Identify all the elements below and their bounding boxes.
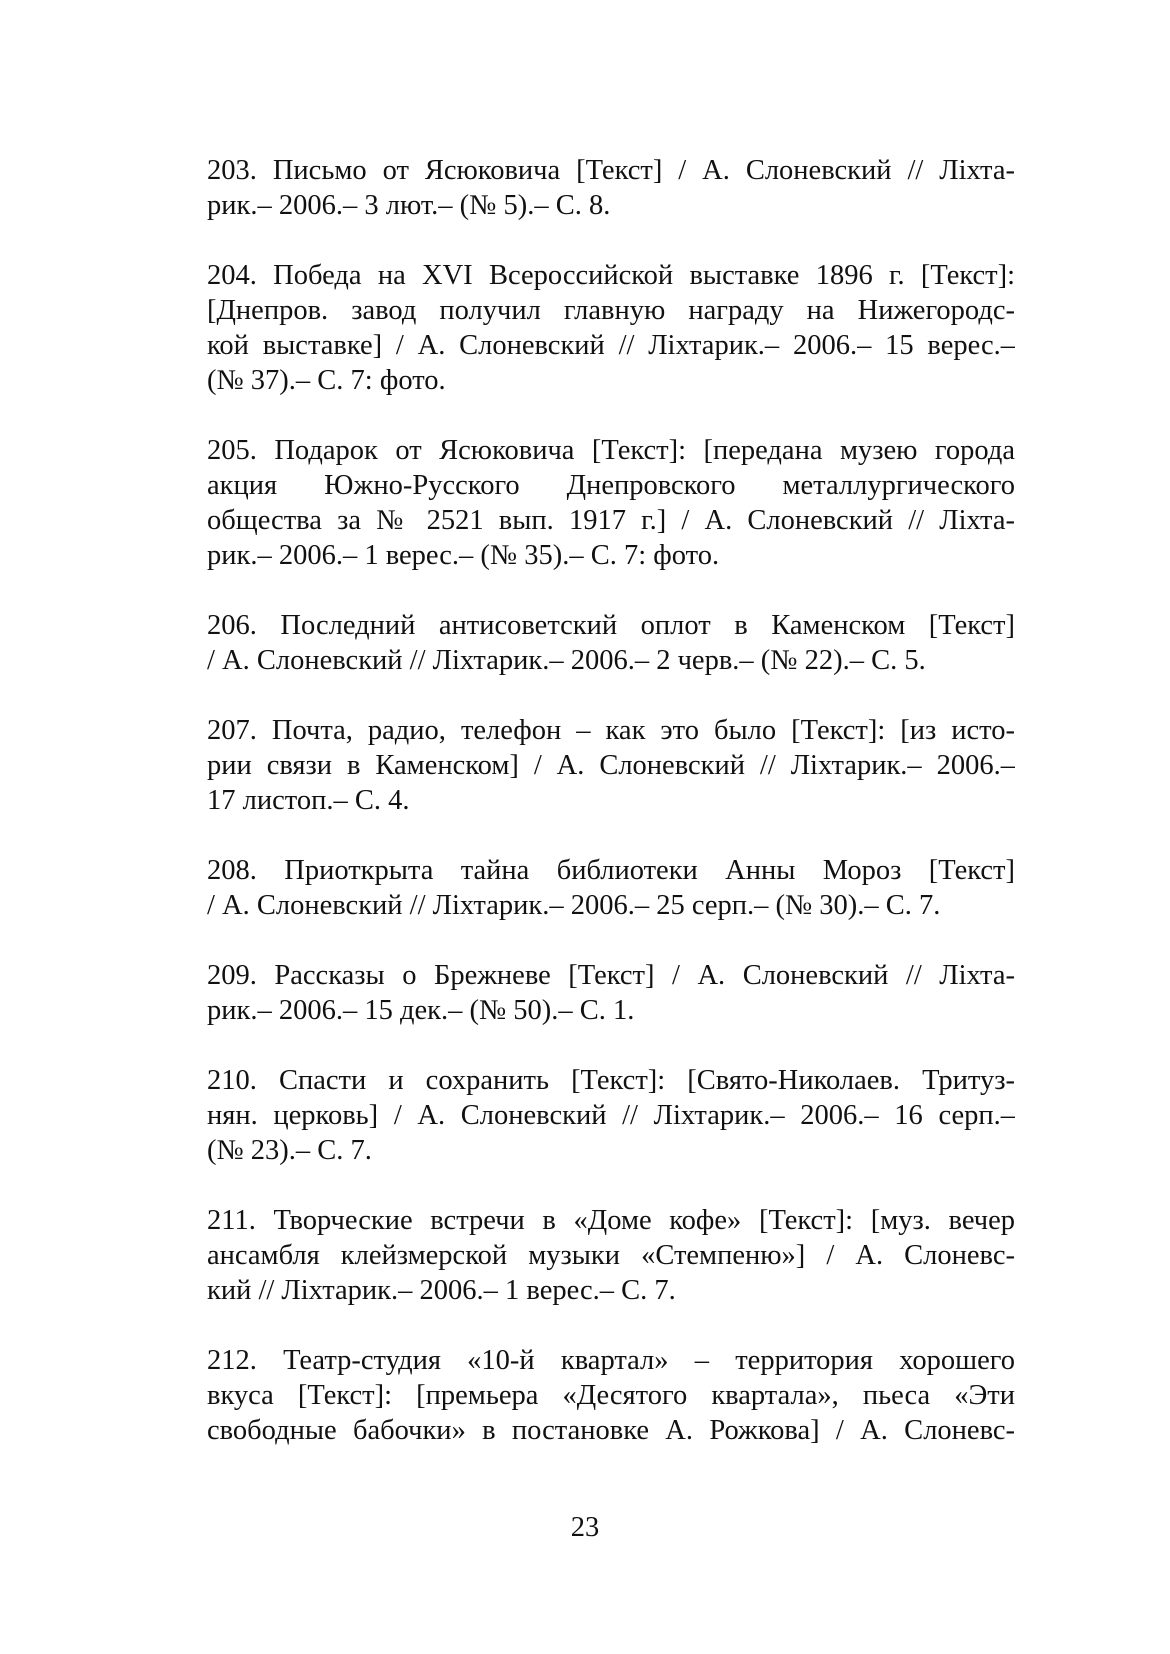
page-number: 23	[570, 1512, 600, 1543]
bibliography-entry	[207, 713, 1015, 818]
entry-line: 17 листоп.– С. 4.	[207, 785, 410, 816]
bibliography-entry	[207, 1343, 1015, 1448]
entry-line: общества за № 2521 вып. 1917 г.] / А. Слоневский // Ліхта-	[207, 505, 1015, 536]
entry-line: свободные бабочки» в постановке А. Рожкова] / А. Слоневс-	[207, 1415, 1015, 1446]
entry-line: (№ 37).– С. 7: фото.	[207, 365, 446, 396]
entry-line: кий // Ліхтарик.– 2006.– 1 верес.– С. 7.	[207, 1275, 676, 1306]
entry-line: / А. Слоневский // Ліхтарик.– 2006.– 2 черв.– (№ 22).– С. 5.	[207, 645, 926, 676]
bibliography-list	[207, 153, 1015, 1483]
bibliography-entry	[207, 1203, 1015, 1308]
entry-line: / А. Слоневский // Ліхтарик.– 2006.– 25 серп.– (№ 30).– С. 7.	[207, 890, 941, 921]
bibliography-entry	[207, 1063, 1015, 1168]
entry-line: 204. Победа на XVI Всероссийской выставке 1896 г. [Текст]:	[207, 260, 1015, 291]
entry-line: 207. Почта, радио, телефон – как это было [Текст]: [из исто-	[207, 715, 1015, 746]
entry-line: 209. Рассказы о Брежневе [Текст] / А. Слоневский // Ліхта-	[207, 960, 1015, 991]
bibliography-entry	[207, 853, 1015, 923]
bibliography-entry	[207, 153, 1015, 223]
entry-line: акция Южно-Русского Днепровского металлургического	[207, 470, 1015, 501]
entry-line: 205. Подарок от Ясюковича [Текст]: [передана музею города	[207, 435, 1015, 466]
entry-line: 210. Спасти и сохранить [Текст]: [Свято-Николаев. Тритуз-	[207, 1065, 1015, 1096]
entry-line: 203. Письмо от Ясюковича [Текст] / А. Слоневский // Ліхта-	[207, 155, 1015, 186]
entry-line: [Днепров. завод получил главную награду на Нижегородс-	[207, 295, 1015, 326]
bibliography-entry	[207, 433, 1015, 573]
entry-line: рии связи в Каменском] / А. Слоневский // Ліхтарик.– 2006.–	[207, 750, 1015, 781]
entry-line: 208. Приоткрыта тайна библиотеки Анны Мороз [Текст]	[207, 855, 1015, 886]
entry-line: вкуса [Текст]: [премьера «Десятого квартала», пьеса «Эти	[207, 1380, 1015, 1411]
bibliography-entry	[207, 608, 1015, 678]
bibliography-entry	[207, 958, 1015, 1028]
entry-line: (№ 23).– С. 7.	[207, 1135, 372, 1166]
entry-line: рик.– 2006.– 1 верес.– (№ 35).– С. 7: фото.	[207, 540, 720, 571]
entry-line: 206. Последний антисоветский оплот в Каменском [Текст]	[207, 610, 1015, 641]
entry-line: 212. Театр-студия «10-й квартал» – территория хорошего	[207, 1345, 1015, 1376]
entry-line: 211. Творческие встречи в «Доме кофе» [Текст]: [муз. вечер	[207, 1205, 1015, 1236]
entry-line: ансамбля клейзмерской музыки «Стемпеню»] / А. Слоневс-	[207, 1240, 1015, 1271]
entry-line: нян. церковь] / А. Слоневский // Ліхтарик.– 2006.– 16 серп.–	[207, 1100, 1015, 1131]
entry-line: рик.– 2006.– 3 лют.– (№ 5).– С. 8.	[207, 190, 611, 221]
entry-line: рик.– 2006.– 15 дек.– (№ 50).– С. 1.	[207, 995, 635, 1026]
bibliography-entry	[207, 258, 1015, 398]
entry-line: кой выставке] / А. Слоневский // Ліхтарик.– 2006.– 15 верес.–	[207, 330, 1015, 361]
